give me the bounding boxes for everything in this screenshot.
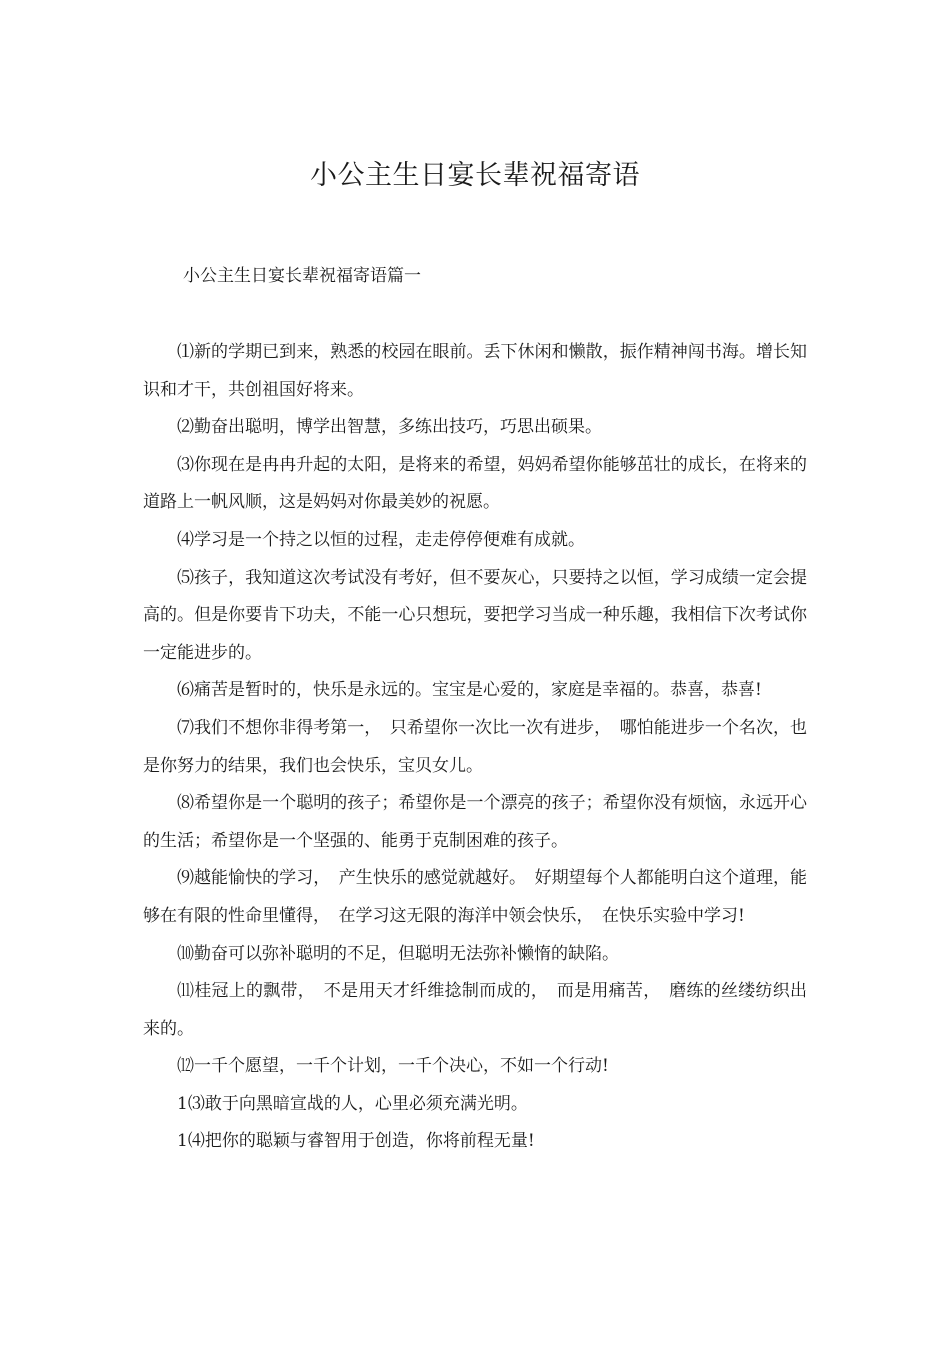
section-heading: 小公主生日宴长辈祝福寄语篇一 (183, 266, 421, 286)
paragraph-2: ⑵勤奋出聪明，博学出智慧，多练出技巧，巧思出硕果。 (177, 417, 602, 438)
paragraph-9: ⑼越能愉快的学习， 产生快乐的感觉就越好。 好期望每个人都能明白这个道理，能够在有限的性命里懂得， 在学习这无限的海洋中领会快乐， 在快乐实验中学习! (143, 868, 807, 926)
paragraph-7: ⑺我们不想你非得考第一， 只希望你一次比一次有进步， 哪怕能进步一个名次，也是你努力的结果，我们也会快乐，宝贝女儿。 (143, 717, 807, 776)
paragraph-12: ⑿一千个愿望，一千个计划，一千个决心，不如一个行动! (177, 1056, 609, 1077)
paragraph-13: 1⑶敢于向黑暗宣战的人，心里必须充满光明。 (177, 1093, 528, 1114)
paragraph-14: 1⑷把你的聪颖与睿智用于创造，你将前程无量! (177, 1131, 535, 1152)
paragraph-4: ⑷学习是一个持之以恒的过程，走走停停便难有成就。 (177, 529, 585, 550)
paragraph-8: ⑻希望你是一个聪明的孩子；希望你是一个漂亮的孩子；希望你没有烦恼，永远开心的生活；希望你是一个坚强的、能勇于克制困难的孩子。 (143, 793, 807, 851)
document-title: 小公主生日宴长辈祝福寄语 (310, 160, 640, 191)
paragraph-3: ⑶你现在是冉冉升起的太阳，是将来的希望，妈妈希望你能够茁壮的成长，在将来的道路上一帆风顺，这是妈妈对你最美妙的祝愿。 (143, 454, 807, 513)
paragraph-5: ⑸孩子，我知道这次考试没有考好，但不要灰心，只要持之以恒，学习成绩一定会提高的。但是你要肯下功夫，不能一心只想玩，要把学习当成一种乐趣，我相信下次考试你一定能进步的。 (143, 567, 807, 663)
paragraph-6: ⑹痛苦是暂时的，快乐是永远的。宝宝是心爱的，家庭是幸福的。恭喜，恭喜! (177, 680, 762, 701)
paragraph-1: ⑴新的学期已到来，熟悉的校园在眼前。丢下休闲和懒散，振作精神闯书海。增长知识和才干，共创祖国好将来。 (143, 342, 807, 400)
paragraph-10: ⑽勤奋可以弥补聪明的不足，但聪明无法弥补懒惰的缺陷。 (177, 943, 619, 964)
paragraph-11: ⑾桂冠上的飘带， 不是用天才纤维捻制而成的， 而是用痛苦， 磨练的丝缕纺织出来的。 (143, 981, 807, 1039)
document-body (143, 334, 807, 1161)
